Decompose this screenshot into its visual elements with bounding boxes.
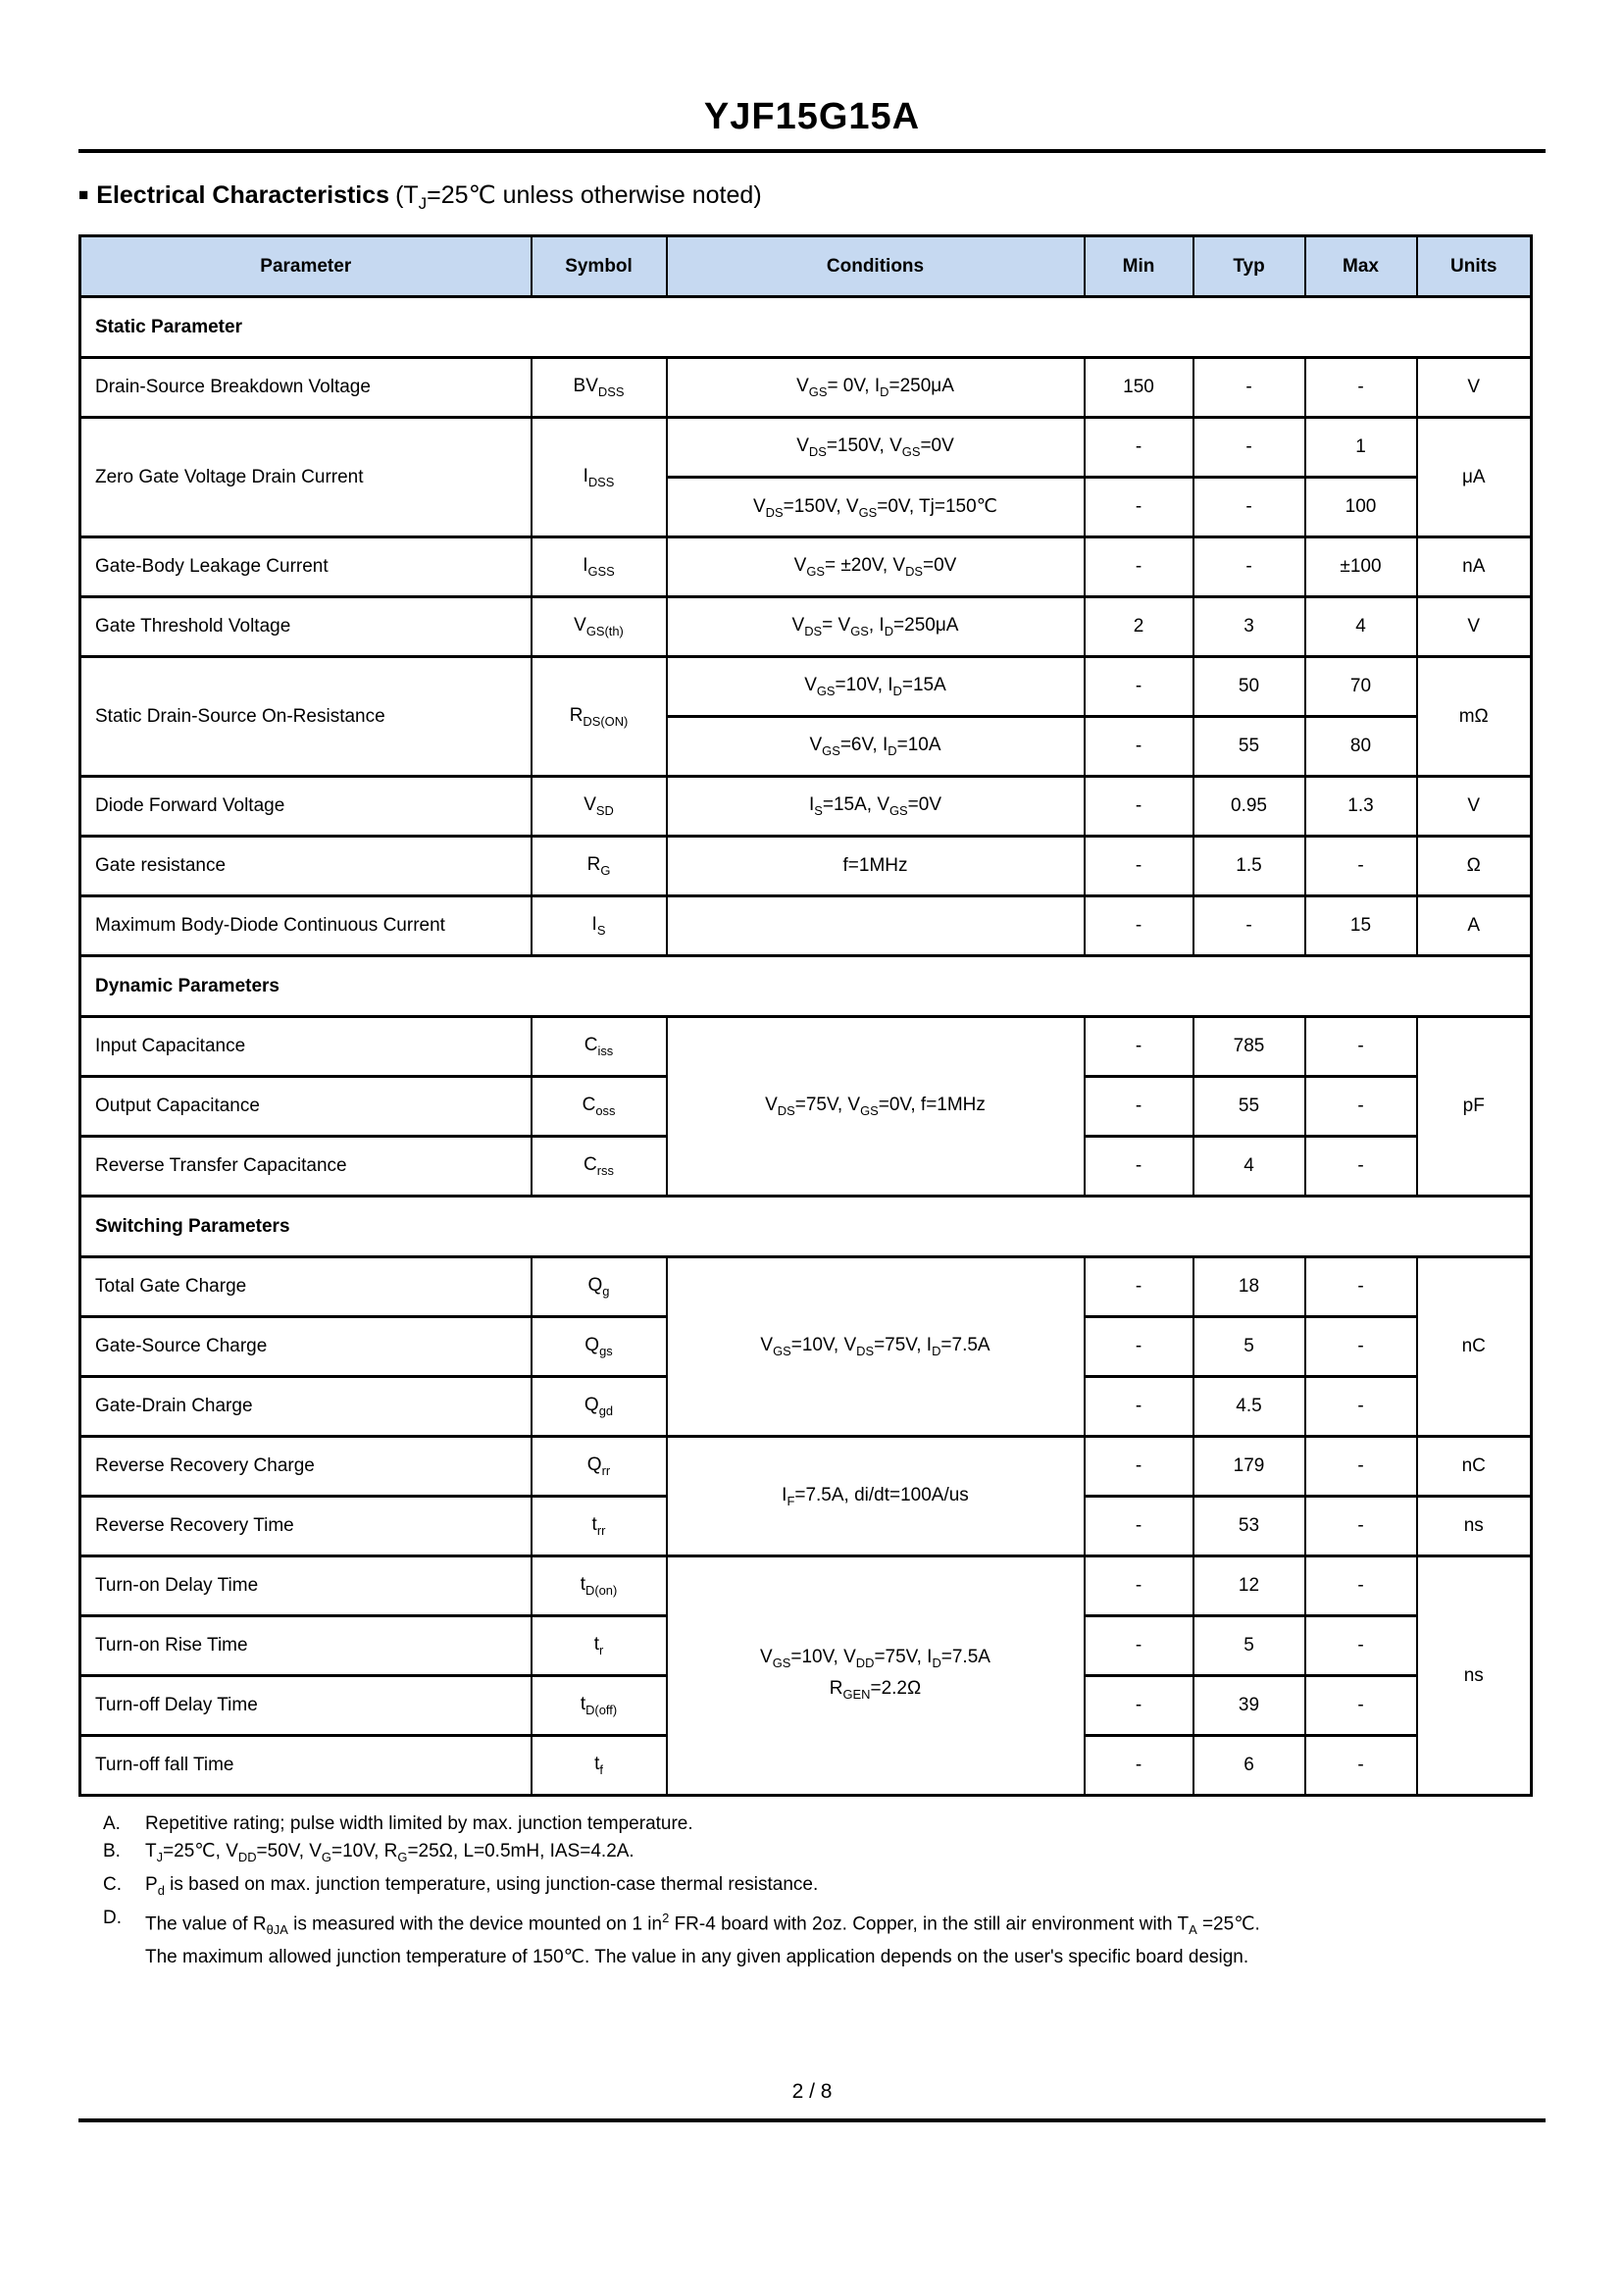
- param-cell: Input Capacitance: [80, 1017, 532, 1077]
- conditions-cell: $V_{GS}=10V$, $I_D=15A$: [667, 657, 1085, 717]
- symbol-cell: $R_G$: [532, 837, 667, 896]
- symbol-cell: $BV_{DSS}$: [532, 358, 667, 418]
- min-cell: 2: [1085, 597, 1193, 657]
- param-cell: Gate-Source Charge: [80, 1317, 532, 1377]
- row-total-gate-charge: [80, 1257, 1532, 1317]
- section-row-switching: [80, 1197, 1532, 1257]
- typ-cell: 39: [1193, 1676, 1305, 1736]
- row-body-diode-current: [80, 896, 1532, 956]
- min-cell: -: [1085, 1077, 1193, 1137]
- typ-cell: 785: [1193, 1017, 1305, 1077]
- footer-rule: [78, 2118, 1546, 2122]
- max-cell: ±100: [1305, 537, 1417, 597]
- row-reverse-recovery-charge: [80, 1437, 1532, 1497]
- typ-cell: 6: [1193, 1736, 1305, 1796]
- typ-cell: 1.5: [1193, 837, 1305, 896]
- symbol-cell: $C_{rss}$: [532, 1137, 667, 1197]
- max-cell: 15: [1305, 896, 1417, 956]
- typ-cell: 4.5: [1193, 1377, 1305, 1437]
- note-a: [103, 1810, 1546, 1838]
- param-cell: Gate resistance: [80, 837, 532, 896]
- param-cell: Gate Threshold Voltage: [80, 597, 532, 657]
- symbol-cell: $V_{GS(th)}$: [532, 597, 667, 657]
- section-heading: [78, 180, 1546, 219]
- min-cell: 150: [1085, 358, 1193, 418]
- max-cell: 70: [1305, 657, 1417, 717]
- section-row-static: [80, 297, 1532, 358]
- symbol-cell: $I_{DSS}$: [532, 418, 667, 537]
- note-c: [103, 1871, 1546, 1905]
- min-cell: -: [1085, 657, 1193, 717]
- symbol-cell: $V_{SD}$: [532, 777, 667, 837]
- electrical-characteristics-table: [78, 234, 1533, 1797]
- header-parameter: Parameter: [80, 236, 532, 297]
- units-cell: nC: [1417, 1437, 1532, 1497]
- note-text: [145, 1905, 1546, 1971]
- conditions-cell: $I_S=15A$, $V_{GS}=0V$: [667, 777, 1085, 837]
- note-label: C.: [103, 1873, 122, 1895]
- min-cell: -: [1085, 537, 1193, 597]
- typ-cell: 18: [1193, 1257, 1305, 1317]
- typ-cell: 5: [1193, 1317, 1305, 1377]
- max-cell: -: [1305, 1137, 1417, 1197]
- param-cell: Output Capacitance: [80, 1077, 532, 1137]
- row-input-capacitance: [80, 1017, 1532, 1077]
- conditions-cell: $I_F=7.5A$, di/dt=100A/us: [667, 1437, 1085, 1556]
- conditions-cell: $V_{DS}=75V$, $V_{GS}=0V$, f=1MHz: [667, 1017, 1085, 1197]
- min-cell: -: [1085, 478, 1193, 537]
- typ-cell: -: [1193, 358, 1305, 418]
- page-title: YJF15G15A: [703, 96, 921, 137]
- symbol-cell: $t_{D(on)}$: [532, 1556, 667, 1616]
- symbol-cell: $t_r$: [532, 1616, 667, 1676]
- min-cell: -: [1085, 1377, 1193, 1437]
- units-cell: pF: [1417, 1017, 1532, 1197]
- note-label: D.: [103, 1907, 122, 1928]
- param-cell: Turn-on Rise Time: [80, 1616, 532, 1676]
- note-text: $P_d$ is based on max. junction temperature, using junction-case thermal resistance.: [145, 1873, 819, 1898]
- row-breakdown-voltage: [80, 358, 1532, 418]
- units-cell: nA: [1417, 537, 1532, 597]
- min-cell: -: [1085, 1437, 1193, 1497]
- conditions-line-1: $V_{GS}=10V$, $V_{DD}=75V$, $I_D=7.5A$: [760, 1646, 990, 1670]
- row-zero-gate-current-1: [80, 418, 1532, 478]
- units-cell: V: [1417, 777, 1532, 837]
- typ-cell: 4: [1193, 1137, 1305, 1197]
- units-cell: A: [1417, 896, 1532, 956]
- param-cell: Reverse Recovery Charge: [80, 1437, 532, 1497]
- header-min: Min: [1085, 236, 1193, 297]
- min-cell: -: [1085, 1017, 1193, 1077]
- units-cell: Ω: [1417, 837, 1532, 896]
- max-cell: 4: [1305, 597, 1417, 657]
- row-diode-forward: [80, 777, 1532, 837]
- units-cell: V: [1417, 358, 1532, 418]
- conditions-cell: $V_{DS}=150V$, $V_{GS}=0V$, Tj=150℃: [667, 478, 1085, 537]
- min-cell: -: [1085, 1616, 1193, 1676]
- max-cell: -: [1305, 1676, 1417, 1736]
- min-cell: -: [1085, 1257, 1193, 1317]
- symbol-cell: $C_{iss}$: [532, 1017, 667, 1077]
- param-cell: Gate-Body Leakage Current: [80, 537, 532, 597]
- max-cell: -: [1305, 1437, 1417, 1497]
- conditions-cell: $V_{DS}= V_{GS}$, $I_D=250\mu A$: [667, 597, 1085, 657]
- max-cell: 80: [1305, 717, 1417, 777]
- max-cell: -: [1305, 1077, 1417, 1137]
- conditions-cell: $V_{DS}=150V$, $V_{GS}=0V$: [667, 418, 1085, 478]
- conditions-cell: $V_{GS}=6V$, $I_D=10A$: [667, 717, 1085, 777]
- note-text: Repetitive rating; pulse width limited by max. junction temperature.: [145, 1813, 693, 1834]
- section-heading-title: Electrical Characteristics: [96, 181, 390, 209]
- min-cell: -: [1085, 837, 1193, 896]
- max-cell: 1: [1305, 418, 1417, 478]
- min-cell: -: [1085, 896, 1193, 956]
- typ-cell: 3: [1193, 597, 1305, 657]
- max-cell: -: [1305, 1017, 1417, 1077]
- symbol-cell: $C_{oss}$: [532, 1077, 667, 1137]
- note-label: A.: [103, 1813, 121, 1834]
- title-rule: [78, 149, 1546, 153]
- symbol-cell: $Q_{gd}$: [532, 1377, 667, 1437]
- max-cell: -: [1305, 1616, 1417, 1676]
- typ-cell: 55: [1193, 717, 1305, 777]
- param-cell: Reverse Transfer Capacitance: [80, 1137, 532, 1197]
- units-cell: μA: [1417, 418, 1532, 537]
- param-cell: Turn-off fall Time: [80, 1736, 532, 1796]
- param-cell: Turn-off Delay Time: [80, 1676, 532, 1736]
- typ-cell: -: [1193, 418, 1305, 478]
- section-heading-condition: ($T_J=25℃$ unless otherwise noted): [395, 181, 762, 213]
- note-text-line-1: The value of $R_{\theta JA}$ is measured with the device mounted on 1 $in^2$ FR-4 board with 2oz. Copper, in the still air environment with $T_A$ =25℃.: [145, 1910, 1260, 1937]
- symbol-cell: $t_{rr}$: [532, 1497, 667, 1556]
- typ-cell: 55: [1193, 1077, 1305, 1137]
- max-cell: -: [1305, 1736, 1417, 1796]
- conditions-cell: [667, 1556, 1085, 1796]
- min-cell: -: [1085, 717, 1193, 777]
- max-cell: -: [1305, 837, 1417, 896]
- note-d: [103, 1905, 1546, 1971]
- min-cell: -: [1085, 1497, 1193, 1556]
- units-cell: ns: [1417, 1556, 1532, 1796]
- page-number: 2 / 8: [791, 2079, 833, 2103]
- header-units: Units: [1417, 236, 1532, 297]
- max-cell: -: [1305, 1497, 1417, 1556]
- max-cell: -: [1305, 1377, 1417, 1437]
- typ-cell: -: [1193, 537, 1305, 597]
- section-row-dynamic: [80, 956, 1532, 1017]
- max-cell: 100: [1305, 478, 1417, 537]
- min-cell: -: [1085, 777, 1193, 837]
- symbol-cell: $t_{D(off)}$: [532, 1676, 667, 1736]
- symbol-cell: $Q_{gs}$: [532, 1317, 667, 1377]
- note-text: $T_J=25℃$, $V_{DD}=50V$, $V_G=10V$, $R_G=25\Omega$, L=0.5mH, IAS=4.2A.: [145, 1841, 634, 1864]
- units-cell: nC: [1417, 1257, 1532, 1437]
- section-label: Switching Parameters: [80, 1197, 1532, 1257]
- section-label: Dynamic Parameters: [80, 956, 1532, 1017]
- symbol-cell: $t_f$: [532, 1736, 667, 1796]
- square-bullet-icon: ■: [78, 185, 89, 204]
- symbol-cell: $Q_g$: [532, 1257, 667, 1317]
- symbol-cell: $I_S$: [532, 896, 667, 956]
- param-cell: Diode Forward Voltage: [80, 777, 532, 837]
- conditions-cell: $V_{GS}= 0V$, $I_D=250\mu A$: [667, 358, 1085, 418]
- min-cell: -: [1085, 418, 1193, 478]
- note-b: [103, 1838, 1546, 1871]
- row-turn-on-delay: [80, 1556, 1532, 1616]
- section-label: Static Parameter: [80, 297, 1532, 358]
- header-symbol: Symbol: [532, 236, 667, 297]
- header-max: Max: [1305, 236, 1417, 297]
- symbol-cell: $I_{GSS}$: [532, 537, 667, 597]
- max-cell: -: [1305, 1257, 1417, 1317]
- conditions-cell: [667, 896, 1085, 956]
- conditions-cell: $V_{GS}=10V$, $V_{DS}=75V$, $I_D=7.5A$: [667, 1257, 1085, 1437]
- typ-cell: -: [1193, 896, 1305, 956]
- footnotes: [103, 1810, 1546, 1971]
- min-cell: -: [1085, 1736, 1193, 1796]
- note-text-line-2: The maximum allowed junction temperature of 150℃. The value in any given application depends on the user's specific board design.: [145, 1946, 1249, 1967]
- typ-cell: 50: [1193, 657, 1305, 717]
- max-cell: -: [1305, 1317, 1417, 1377]
- param-cell: Drain-Source Breakdown Voltage: [80, 358, 532, 418]
- param-cell: Reverse Recovery Time: [80, 1497, 532, 1556]
- typ-cell: 0.95: [1193, 777, 1305, 837]
- param-cell: Maximum Body-Diode Continuous Current: [80, 896, 532, 956]
- row-rdson-1: [80, 657, 1532, 717]
- param-cell: Static Drain-Source On-Resistance: [80, 657, 532, 777]
- units-cell: ns: [1417, 1497, 1532, 1556]
- symbol-cell: $R_{DS(ON)}$: [532, 657, 667, 777]
- conditions-cell: $V_{GS}= \pm 20V$, $V_{DS}=0V$: [667, 537, 1085, 597]
- symbol-cell: $Q_{rr}$: [532, 1437, 667, 1497]
- header-typ: Typ: [1193, 236, 1305, 297]
- typ-cell: 5: [1193, 1616, 1305, 1676]
- typ-cell: 53: [1193, 1497, 1305, 1556]
- units-cell: V: [1417, 597, 1532, 657]
- table-header-row: [80, 236, 1532, 297]
- header-conditions: Conditions: [667, 236, 1085, 297]
- units-cell: mΩ: [1417, 657, 1532, 777]
- row-gate-threshold: [80, 597, 1532, 657]
- param-cell: Zero Gate Voltage Drain Current: [80, 418, 532, 537]
- note-label: B.: [103, 1841, 121, 1861]
- typ-cell: 179: [1193, 1437, 1305, 1497]
- max-cell: -: [1305, 358, 1417, 418]
- param-cell: Gate-Drain Charge: [80, 1377, 532, 1437]
- max-cell: -: [1305, 1556, 1417, 1616]
- max-cell: 1.3: [1305, 777, 1417, 837]
- min-cell: -: [1085, 1676, 1193, 1736]
- param-cell: Turn-on Delay Time: [80, 1556, 532, 1616]
- param-cell: Total Gate Charge: [80, 1257, 532, 1317]
- row-gate-resistance: [80, 837, 1532, 896]
- conditions-cell: f=1MHz: [667, 837, 1085, 896]
- typ-cell: 12: [1193, 1556, 1305, 1616]
- row-gate-body-leakage: [80, 537, 1532, 597]
- min-cell: -: [1085, 1556, 1193, 1616]
- min-cell: -: [1085, 1317, 1193, 1377]
- conditions-line-2: $R_{GEN}=2.2\Omega$: [829, 1677, 922, 1702]
- typ-cell: -: [1193, 478, 1305, 537]
- min-cell: -: [1085, 1137, 1193, 1197]
